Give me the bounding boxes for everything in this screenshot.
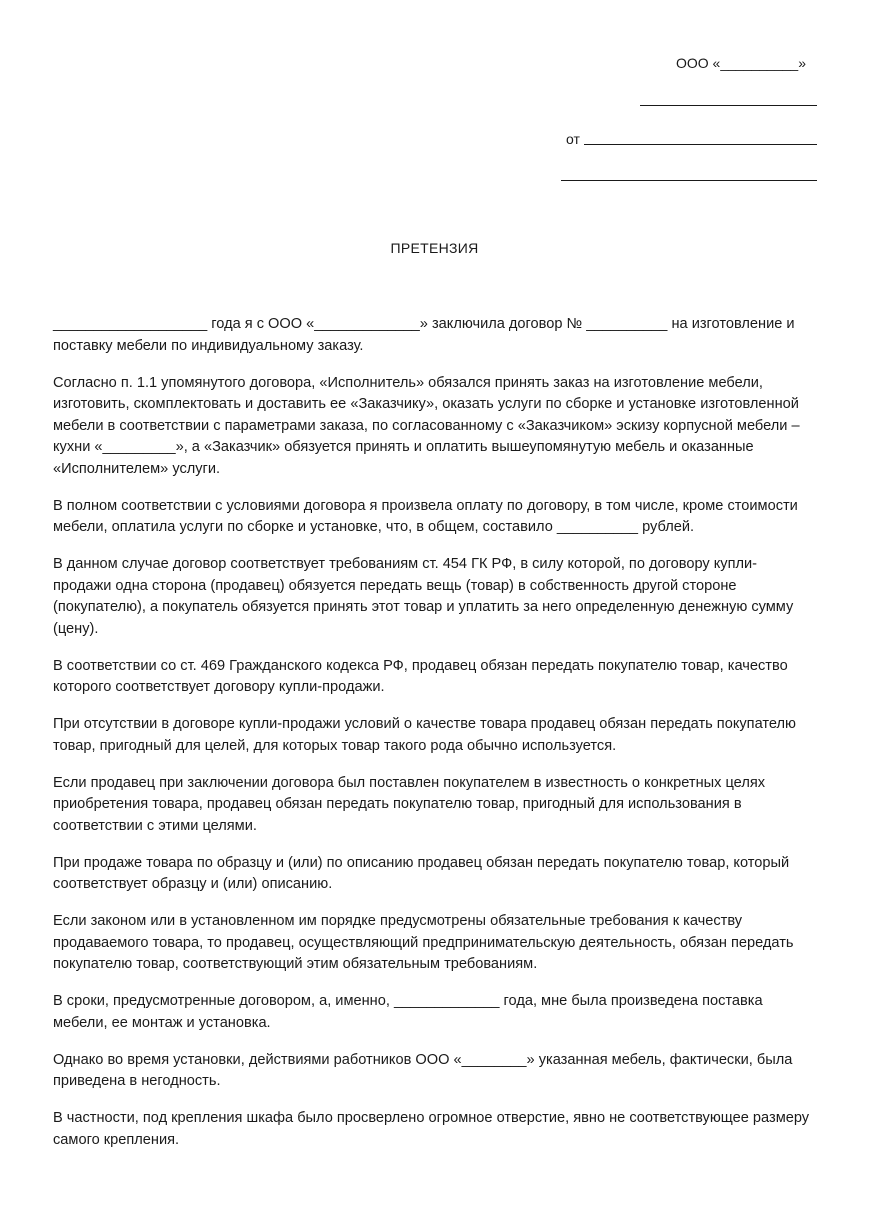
recipient-company: ООО «__________»	[676, 55, 806, 71]
paragraph: ___________________ года я с ООО «_____________» заключила договор № __________ на изготовление и поставку мебели по индивидуальному заказу.	[53, 316, 795, 354]
paragraph: В полном соответствии с условиями договора я произвела оплату по договору, в том числе, кроме стоимости мебели, оплатила услуги по сборке и установке, что, в общем, составило __________ рублей.	[53, 497, 798, 535]
document-body	[53, 314, 821, 1167]
paragraph: Однако во время установки, действиями работников ООО «________» указанная мебель, фактически, была приведена в негодность.	[53, 1051, 793, 1089]
document-title: ПРЕТЕНЗИЯ	[390, 240, 479, 256]
paragraph: Если законом или в установленном им порядке предусмотрены обязательные требования к качеству продаваемого товара, то продавец, осуществляющий предпринимательскую деятельность, обязан передать покупателю товар, соответствующий этим обязательным требованиям.	[53, 913, 794, 972]
recipient-name-line	[640, 105, 817, 106]
paragraph: При продаже товара по образцу и (или) по описанию продавец обязан передать покупателю товар, который соответствует образцу и (или) описанию.	[53, 854, 790, 892]
paragraph: В данном случае договор соответствует требованиям ст. 454 ГК РФ, в силу которой, по договору купли- продажи одна сторона (продавец) обязуется передать вещь (товар) в собственность другой стороне (покупателю), а покупатель обязуется принять этот товар и уплатить за него определенную денежную сумму (цену).	[53, 556, 794, 637]
paragraph: Согласно п. 1.1 упомянутого договора, «Исполнитель» обязался принять заказ на изготовление мебели, изготовить, скомплектовать и доставить ее «Заказчику», оказать услуги по сборке и установке изготовленной мебели в соответствии с параметрами заказа, по согласованному с «Заказчиком» эскизу корпусной мебели – кухни «_________», а «Заказчик» обязуется принять и оплатить вышеупомянутую мебель и оказанные «Исполнителем» услуги.	[53, 374, 800, 477]
sender-from-label: от	[566, 131, 580, 147]
sender-address-line	[561, 180, 817, 181]
paragraph: В сроки, предусмотренные договором, а, именно, _____________ года, мне была произведена поставка мебели, ее монтаж и установка.	[53, 993, 763, 1031]
paragraph: В соответствии со ст. 469 Гражданского кодекса РФ, продавец обязан передать покупателю товар, качество которого соответствует договору купли-продажи.	[53, 657, 788, 695]
paragraph: При отсутствии в договоре купли-продажи условий о качестве товара продавец обязан передать покупателю товар, пригодный для целей, для которых товар такого рода обычно используется.	[53, 716, 796, 754]
sender-name-line	[584, 144, 817, 145]
paragraph: Если продавец при заключении договора был поставлен покупателем в известность о конкретных целях приобретения товара, продавец обязан передать покупателю товар, пригодный для использования в соответствии с этими целями.	[53, 774, 766, 834]
paragraph: В частности, под крепления шкафа было просверлено огромное отверстие, явно не соответствующее размеру самого крепления.	[53, 1110, 810, 1148]
